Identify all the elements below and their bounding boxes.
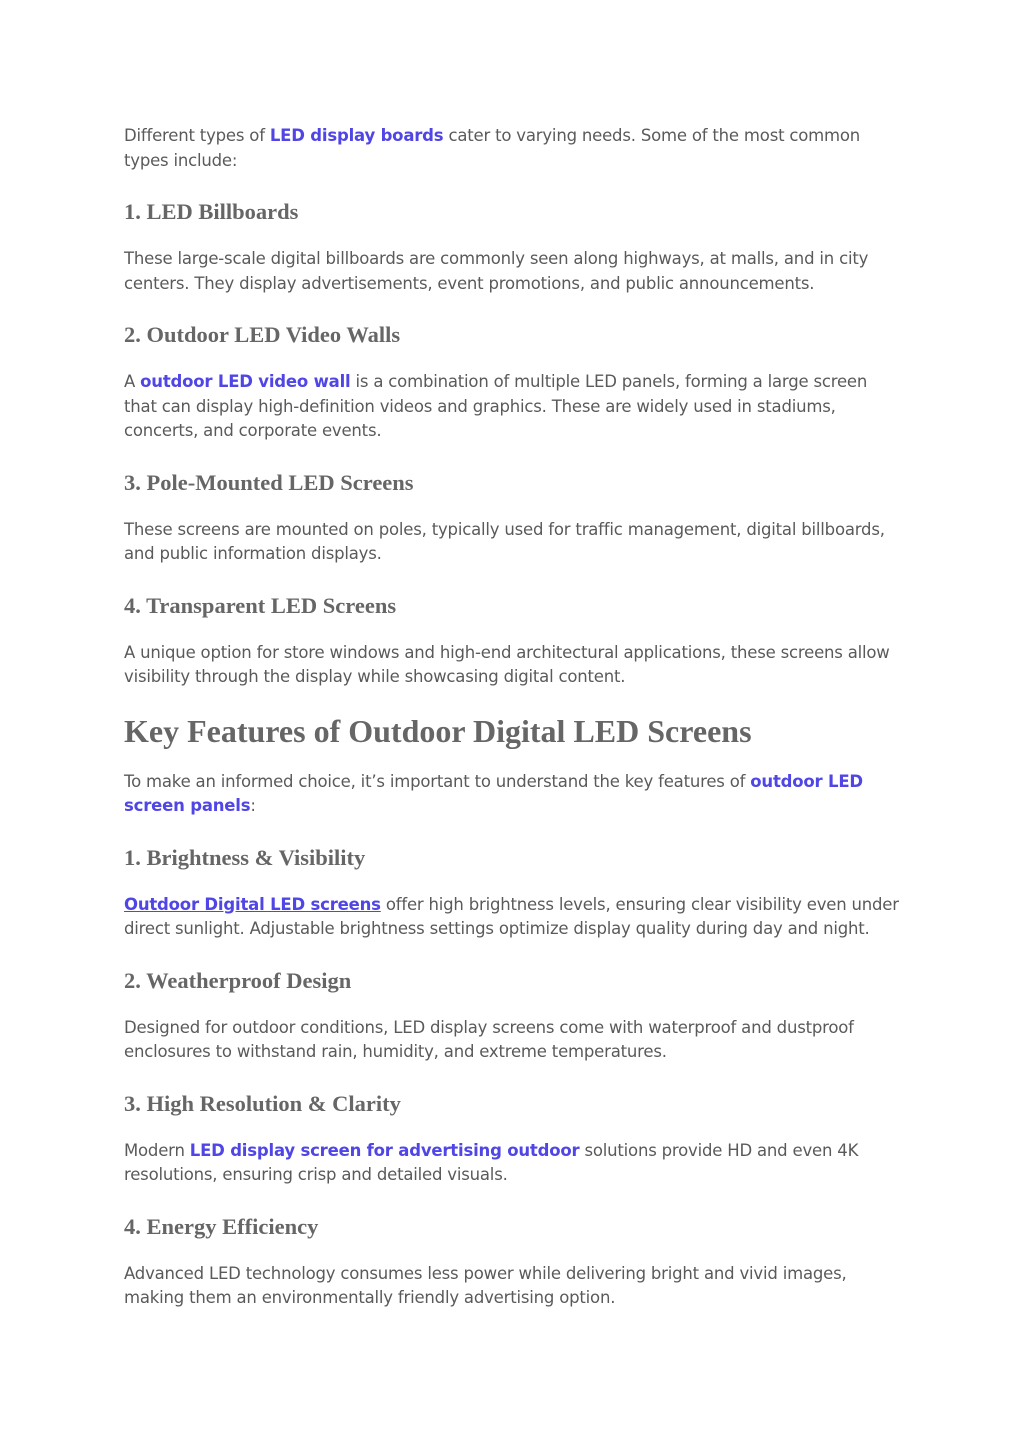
resolution-paragraph <box>124 1139 900 1188</box>
video-walls-text-end: is a combination of multiple LED panels, forming a large screen that can display high-definition videos and graphics. These are widely used in stadiums, concerts, and corporate events. <box>124 372 868 440</box>
intro-paragraph <box>124 124 900 173</box>
transparent-paragraph: A unique option for store windows and high-end architectural applications, these screens allow visibility through the display while showcasing digital content. <box>124 642 890 686</box>
section-heading-pole-mounted: 3. Pole-Mounted LED Screens <box>124 469 414 495</box>
pole-mounted-paragraph: These screens are mounted on poles, typically used for traffic management, digital billboards, and public information displays. <box>124 519 885 563</box>
video-walls-text-start: A <box>124 372 141 391</box>
outdoor-led-screen-panels-link[interactable]: outdoor LED screen panels <box>124 771 863 815</box>
brightness-text: offer high brightness levels, ensuring clear visibility even under direct sunlight. Adjustable brightness settings optimize display quality during day and night. <box>124 894 899 938</box>
resolution-text-end: solutions provide HD and even 4K resolutions, ensuring crisp and detailed visuals. <box>124 1140 859 1184</box>
feature-heading-energy: 4. Energy Efficiency <box>124 1213 319 1239</box>
intro-text-end: cater to varying needs. Some of the most common types include: <box>124 126 861 170</box>
key-features-intro-start: To make an informed choice, it’s important to understand the key features of <box>124 771 751 791</box>
section-heading-transparent: 4. Transparent LED Screens <box>124 592 397 618</box>
led-billboards-paragraph: These large-scale digital billboards are commonly seen along highways, at malls, and in city centers. They display advertisements, event promotions, and public announcements. <box>124 249 869 293</box>
brightness-paragraph <box>124 893 900 942</box>
led-advertising-outdoor-link[interactable]: LED display screen for advertising outdoor <box>189 1140 580 1160</box>
feature-heading-weatherproof: 2. Weatherproof Design <box>124 967 352 993</box>
outdoor-digital-led-screens-link[interactable]: Outdoor Digital LED screens <box>124 894 381 914</box>
feature-heading-brightness: 1. Brightness & Visibility <box>124 844 366 870</box>
section-heading-led-billboards: 1. LED Billboards <box>124 199 299 224</box>
outdoor-led-video-wall-link[interactable]: outdoor LED video wall <box>140 372 351 391</box>
led-display-boards-link[interactable]: LED display boards <box>269 126 444 145</box>
key-features-title: Key Features of Outdoor Digital LED Screens <box>124 712 752 749</box>
key-features-intro <box>124 770 900 819</box>
section-heading-outdoor-video-walls: 2. Outdoor LED Video Walls <box>124 322 401 347</box>
intro-text-start: Different types of <box>124 126 270 145</box>
weatherproof-paragraph: Designed for outdoor conditions, LED display screens come with waterproof and dustproof enclosures to withstand rain, humidity, and extreme temperatures. <box>124 1017 854 1061</box>
feature-heading-resolution: 3. High Resolution & Clarity <box>124 1090 401 1116</box>
energy-paragraph: Advanced LED technology consumes less power while delivering bright and vivid images, making them an environmentally friendly advertising option. <box>124 1263 847 1307</box>
document-page <box>124 124 900 1311</box>
resolution-text-start: Modern <box>124 1140 190 1160</box>
key-features-intro-end: : <box>250 796 256 815</box>
video-walls-paragraph <box>124 370 900 444</box>
